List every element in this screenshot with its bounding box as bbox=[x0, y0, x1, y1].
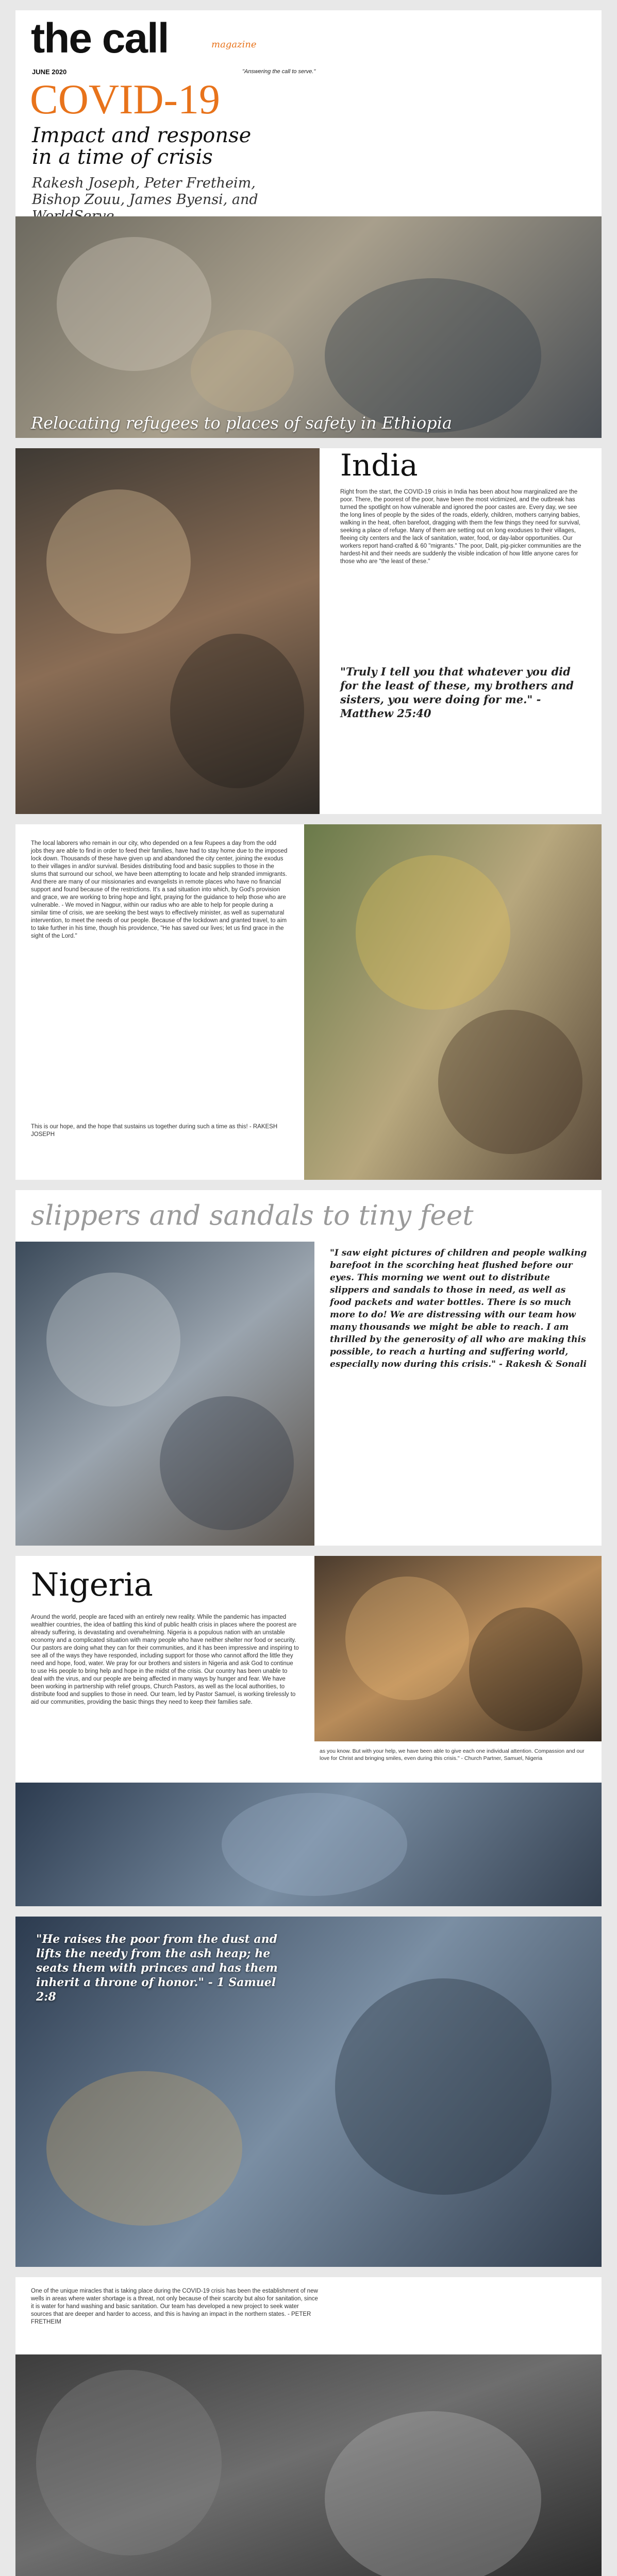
nigeria-photo-2 bbox=[15, 1783, 602, 1906]
cover-headline: COVID-19 bbox=[30, 76, 220, 123]
india-photo bbox=[15, 448, 320, 814]
cover-subhead: Impact and response in a time of crisis bbox=[32, 124, 252, 169]
masthead-sub: magazine bbox=[211, 39, 257, 50]
slippers-quote: "I saw eight pictures of children and people walking barefoot in the scorching heat flushed before our eyes. This morning we went out to distribute slippers and sandals to those in need, as well as food packets and water bottles. There is so much more to do! We are distressing with our team how many thousands we might be able to reach. I am thrilled by the generosity of all who are making this possible, to reach a hurting and suffering world, especially now during this crisis." - Rakesh & Sonali bbox=[330, 1248, 587, 1369]
water1-body: One of the unique miracles that is taking place during the COVID-19 crisis has been the establishment of new wells in areas where water shortage is a threat, not only because of their scarcity but also for sanitation, since it is water for hand washing and basic sanitation. Our team has developed a new project to seek water sources that are deeper and harder to access, and this is having an impact in the northern states. - PETER FRETHEIM bbox=[31, 2288, 318, 2325]
nigeria-page bbox=[15, 1556, 602, 1906]
india2-footnote: This is our hope, and the hope that sustains us together during such a time as this! - RAKESH JOSEPH bbox=[31, 1124, 278, 1138]
slippers-page bbox=[15, 1190, 602, 1546]
india-body: Right from the start, the COVID-19 crisis in India has been about how marginalized are the poor. There, the poorest of the poor, have been the most victimized, and the outbreak has turned the spotlight on how vulnerable and ignored the poor castes are. Every day, we see the long lines of people by the sides of the roads, elderly, children, mothers carrying babies, walking in the heat, often barefoot, dragging with them the few things they need for survival, seeking a place of refuge. Many of them are setting out on long exoduses to their villages, fleeing city centers and the lack of sanitation, water, food, or day-labor opportunities. Our workers report hand-crafted & 60 "migrants." The poor, Dalit, pig-picker communities are the hardest-hit and their needs are suddenly the visible indication of how little anyone cares for those who are "the least of these." bbox=[340, 489, 581, 565]
india2-photo bbox=[304, 824, 602, 1180]
nigeria-quote-page bbox=[15, 1917, 602, 2267]
issue-date: JUNE 2020 bbox=[32, 68, 67, 76]
nigeria-body: Around the world, people are faced with an entirely new reality. While the pandemic has impacted wealthier countries, the idea of battling this kind of public health crisis in places where the poorest are already suffering, is devastating and overwhelming. Nigeria is a populous nation with an unstable economy and a complicated situation with many people who have neither shelter nor food or security. Our pastors are doing what they can for their communities, and it has been impressive and inspiring to see all of the ways they have responded, including support for those who cannot afford the little they need and hope, food, water. We pray for our brothers and sisters in Nigeria and ask God to continue to use His people to bring help and hope in the midst of the crisis. Our country has been unable to deal with the virus, and our people are being affected in many ways by hunger and fear. We have been working in partnership with relief groups, Church Pastors, as well as the local authorities, to distribute food and supplies to those in need. Our team, led by Pastor Samuel, is working tirelessly to aid our communities, providing the basic things they need to keep their families safe. bbox=[31, 1614, 299, 1705]
cover-caption: Relocating refugees to places of safety in Ethiopia bbox=[31, 413, 452, 433]
india-page bbox=[15, 448, 602, 814]
slippers-title: slippers and sandals to tiny feet bbox=[31, 1200, 474, 1231]
nigeria-title: Nigeria bbox=[31, 1566, 153, 1603]
masthead: the call bbox=[31, 15, 169, 62]
cover-authors: Rakesh Joseph, Peter Fretheim, Bishop Zouu, James Byensi, and bbox=[32, 175, 258, 208]
india-quote: "Truly I tell you that whatever you did for the least of these, my brothers and sisters, you were doing for me." - Matthew 25:40 bbox=[340, 665, 574, 720]
nigeria-photo bbox=[314, 1556, 602, 1741]
tagline: "Answering the call to serve." bbox=[242, 69, 316, 75]
india2-page bbox=[15, 824, 602, 1180]
india2-body: The local laborers who remain in our city, who depended on a few Rupees a day from the odd jobs they are able to find in order to feed their families, have had to stay home due to the imposed lock down. Thousands of these have given up and abandoned the city center, joining the exodus to their villages in and/or survival. Besides distributing food and basic supplies to those in the slums that surround our school, we have been attempting to locate and help stranded immigrants. And there are many of our missionaries and evangelists in remote places who have no financial support and found because of the restrictions. It's a sad situation into which, by God's provision and grace, we are working to bring hope and light, praying for the guidance to help those who are vulnerable. - We moved in Nagpur, within our radius who are able to help for people during a similar time of crisis, we are seeking the best ways to effectively minister, as well as supernatural intervention, to meet the needs of our people. Because of the lockdown and granted travel, to aim to take further in his time, though his providence, "He has saved our lives; let us find grace in the sight of the Lord." bbox=[31, 840, 288, 939]
cover-photo bbox=[15, 216, 602, 438]
water1-page bbox=[15, 2277, 602, 2576]
slippers-photo bbox=[15, 1242, 314, 1546]
nigeria-quote: "He raises the poor from the dust and lifts the needy from the ash heap; he seats them with princes and has them inherit a throne of honor." - 1 Samuel 2:8 bbox=[36, 1933, 278, 2004]
nigeria-caption: as you know. But with your help, we have been able to give each one individual attention. Compassion and our love for Christ and bringing smiles, even during this crisis." - Church Partner, Samuel, Nigeria bbox=[320, 1748, 585, 1761]
india-title: India bbox=[340, 448, 418, 483]
cover-page bbox=[15, 10, 602, 438]
